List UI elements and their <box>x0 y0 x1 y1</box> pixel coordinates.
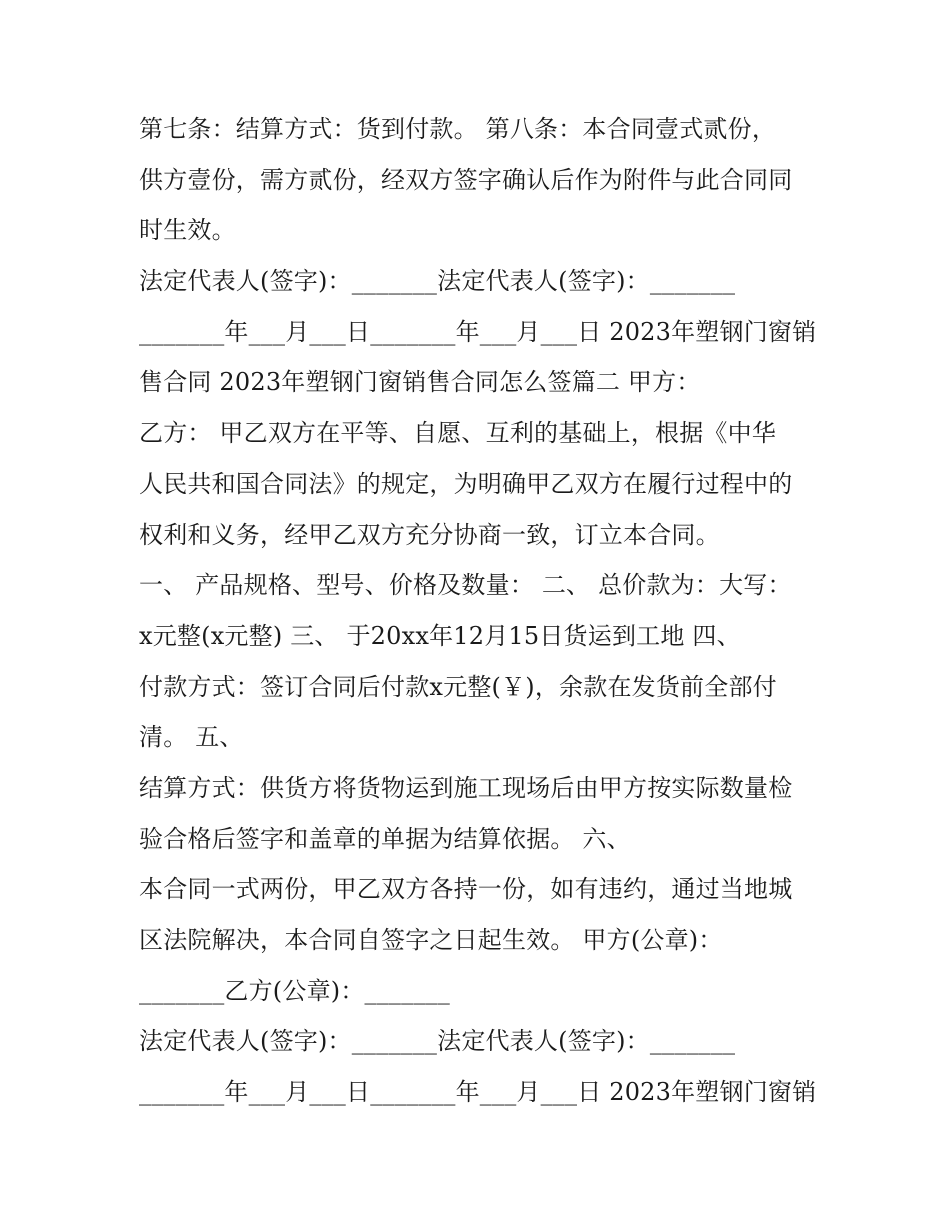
text-line: 一、 产品规格、型号、价格及数量： 二、 总价款为：大写： <box>139 571 792 600</box>
text-line: 乙方： 甲乙双方在平等、自愿、互利的基础上，根据《中华 <box>139 419 777 448</box>
text-line: 清。 五、 <box>139 723 244 752</box>
text-line: 验合格后签字和盖章的单据为结算依据。 六、 <box>139 824 631 853</box>
text-line: x元整(x元整) 三、 于20xx年12月15日货运到工地 四、 <box>139 621 741 650</box>
text-line: 时生效。 <box>139 216 236 245</box>
text-line: 付款方式：签订合同后付款x元整(￥)，余款在发货前全部付 <box>139 672 777 701</box>
seal-line: _______乙方(公章)：_______ <box>139 976 450 1005</box>
signature-line: 法定代表人(签字)：_______法定代表人(签字)：_______ <box>139 267 736 296</box>
text-line: 第七条：结算方式：货到付款。 第八条：本合同壹式贰份， <box>139 115 777 143</box>
text-line: 区法院解决，本合同自签字之日起生效。 甲方(公章)： <box>139 926 723 954</box>
text-line: 权利和义务，经甲乙双方充分协商一致，订立本合同。 <box>139 520 720 549</box>
text-line: 供方壹份，需方贰份，经双方签字确认后作为附件与此合同同 <box>139 165 793 194</box>
date-line: _______年___月___日_______年___月___日 2023年塑钢门窗销 <box>139 317 817 346</box>
signature-line: 法定代表人(签字)：_______法定代表人(签字)：_______ <box>139 1027 736 1056</box>
text-line: 本合同一式两份，甲乙双方各持一份，如有违约，通过当地城 <box>139 875 793 904</box>
date-line: _______年___月___日_______年___月___日 2023年塑钢门窗销 <box>139 1078 817 1107</box>
text-line: 人民共和国合同法》的规定，为明确甲乙双方在履行过程中的 <box>139 469 793 498</box>
text-line: 结算方式：供货方将货物运到施工现场后由甲方按实际数量检 <box>139 773 793 802</box>
document-body <box>139 104 819 1118</box>
text-line: 售合同 2023年塑钢门窗销售合同怎么签篇二 甲方： <box>139 368 701 397</box>
